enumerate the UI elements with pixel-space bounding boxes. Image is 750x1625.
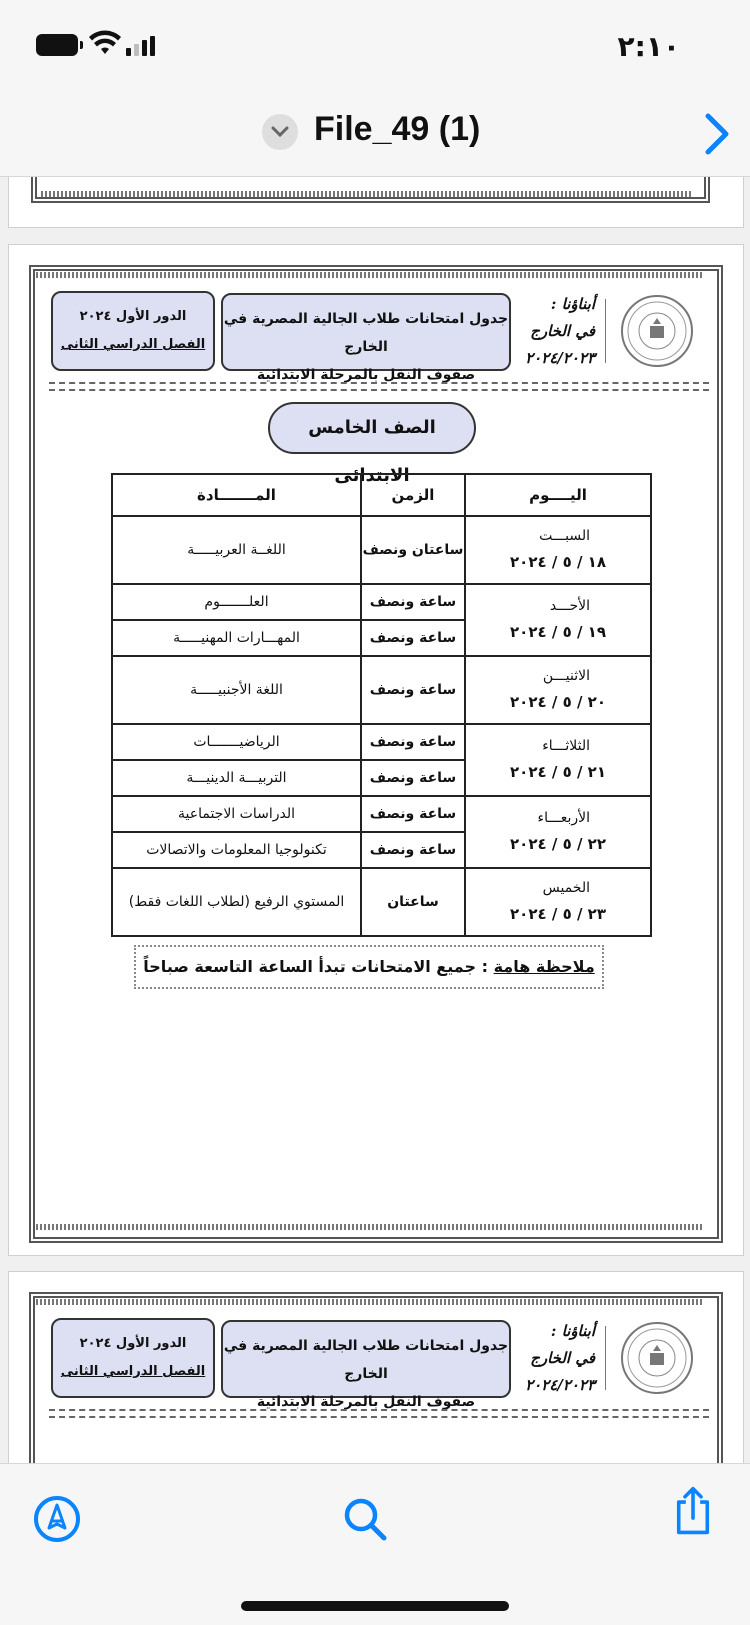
duration-cell: ساعة ونصف xyxy=(361,796,465,832)
day-cell xyxy=(465,516,651,584)
page-border-pattern xyxy=(36,1299,704,1305)
day-cell xyxy=(465,656,651,724)
day-cell xyxy=(465,724,651,796)
page-frame xyxy=(31,177,710,203)
day-name: الخميس xyxy=(542,880,590,896)
home-indicator[interactable] xyxy=(241,1601,509,1611)
day-date: ١٩ / ٥ / ٢٠٢٤ xyxy=(510,623,606,641)
table-header-row xyxy=(112,474,651,516)
next-page xyxy=(9,1272,743,1463)
duration-cell: ساعتان xyxy=(361,868,465,936)
subject-cell: اللغــة العربيـــــة xyxy=(112,516,361,584)
table-row xyxy=(112,656,651,724)
term-label: الدور الأول ٢٠٢٤ الفصل الدراسي الثانى xyxy=(51,1318,215,1398)
day-cell xyxy=(465,584,651,656)
ministry-seal-logo xyxy=(621,1322,693,1394)
page-border-pattern xyxy=(36,1224,704,1230)
duration-cell: ساعة ونصف xyxy=(361,832,465,868)
chevron-right-icon[interactable] xyxy=(700,112,732,156)
day-name: الأحـــد xyxy=(549,598,590,614)
table-row xyxy=(112,724,651,760)
note-text: جميع الامتحانات تبدأ الساعة التاسعة صباحاً xyxy=(143,957,477,976)
day-cell xyxy=(465,868,651,936)
day-name: الاثنيـــن xyxy=(542,668,590,684)
header-day: اليــــوم xyxy=(465,474,651,516)
exam-schedule-title: جدول امتحانات طلاب الجالية المصرية في الخارج صفوف النقل بالمرحلة الابتدائية xyxy=(221,293,511,371)
note-separator: : xyxy=(476,957,494,976)
search-icon[interactable] xyxy=(340,1494,390,1544)
header-subject: المـــــــادة xyxy=(112,474,361,516)
status-time: ٢:١٠ xyxy=(617,30,680,63)
day-date: ٢٣ / ٥ / ٢٠٢٤ xyxy=(510,905,606,923)
table-row xyxy=(112,584,651,620)
day-date: ١٨ / ٥ / ٢٠٢٤ xyxy=(510,553,606,571)
duration-cell: ساعتان ونصف xyxy=(361,516,465,584)
table-row xyxy=(112,868,651,936)
important-note xyxy=(134,945,604,989)
subject-cell: الرياضيـــــــات xyxy=(112,724,361,760)
header-time: الزمن xyxy=(361,474,465,516)
issuer-text: أبناؤنا : في الخارج ٢٠٢٤/٢٠٢٣ xyxy=(525,295,595,367)
markup-pen-icon[interactable] xyxy=(32,1494,82,1544)
issuer-text: أبناؤنا : في الخارج ٢٠٢٤/٢٠٢٣ xyxy=(525,1322,595,1394)
navigation-bar xyxy=(0,92,750,177)
share-icon[interactable] xyxy=(668,1486,718,1536)
wifi-icon xyxy=(88,30,122,56)
exam-schedule-title: جدول امتحانات طلاب الجالية المصرية في الخارج صفوف النقل بالمرحلة الابتدائية xyxy=(221,1320,511,1398)
day-name: السبـــت xyxy=(539,528,590,544)
day-date: ٢١ / ٥ / ٢٠٢٤ xyxy=(510,763,606,781)
note-label: ملاحظة هامة xyxy=(493,957,595,976)
table-row xyxy=(112,516,651,584)
document-title[interactable]: File_49 (1) xyxy=(314,110,481,148)
day-name: الأربعـــاء xyxy=(537,810,590,826)
header-divider xyxy=(605,1326,606,1390)
day-date: ٢٠ / ٥ / ٢٠٢٤ xyxy=(510,693,606,711)
cellular-signal-icon xyxy=(126,34,155,56)
grade-title: الصف الخامس الابتدائى xyxy=(268,402,476,454)
subject-cell: تكنولوجيا المعلومات والاتصالات xyxy=(112,832,361,868)
day-name: الثلاثـــاء xyxy=(542,738,590,754)
duration-cell: ساعة ونصف xyxy=(361,656,465,724)
status-bar xyxy=(0,0,750,92)
duration-cell: ساعة ونصف xyxy=(361,584,465,620)
subject-cell: اللغة الأجنبيـــــة xyxy=(112,656,361,724)
subject-cell: الدراسات الاجتماعية xyxy=(112,796,361,832)
header-divider xyxy=(605,299,606,363)
duration-cell: ساعة ونصف xyxy=(361,724,465,760)
bottom-toolbar xyxy=(0,1463,750,1625)
ministry-seal-logo xyxy=(621,295,693,367)
page-border-pattern xyxy=(36,272,704,278)
battery-icon xyxy=(36,34,78,56)
header-separator xyxy=(49,1409,709,1418)
header-separator xyxy=(49,382,709,391)
subject-cell: التربيـــة الدينيـــة xyxy=(112,760,361,796)
previous-page xyxy=(9,177,743,227)
table-row xyxy=(112,796,651,832)
day-cell xyxy=(465,796,651,868)
subject-cell: المستوي الرفيع (لطلاب اللغات فقط) xyxy=(112,868,361,936)
duration-cell: ساعة ونصف xyxy=(361,620,465,656)
day-date: ٢٢ / ٥ / ٢٠٢٤ xyxy=(510,835,606,853)
duration-cell: ساعة ونصف xyxy=(361,760,465,796)
subject-cell: العلـــــــوم xyxy=(112,584,361,620)
subject-cell: المهـــارات المهنيـــــة xyxy=(112,620,361,656)
page-border-pattern xyxy=(41,191,691,197)
exam-schedule-table xyxy=(111,473,652,937)
chevron-down-icon[interactable] xyxy=(262,114,298,150)
term-label: الدور الأول ٢٠٢٤ الفصل الدراسي الثانى xyxy=(51,291,215,371)
